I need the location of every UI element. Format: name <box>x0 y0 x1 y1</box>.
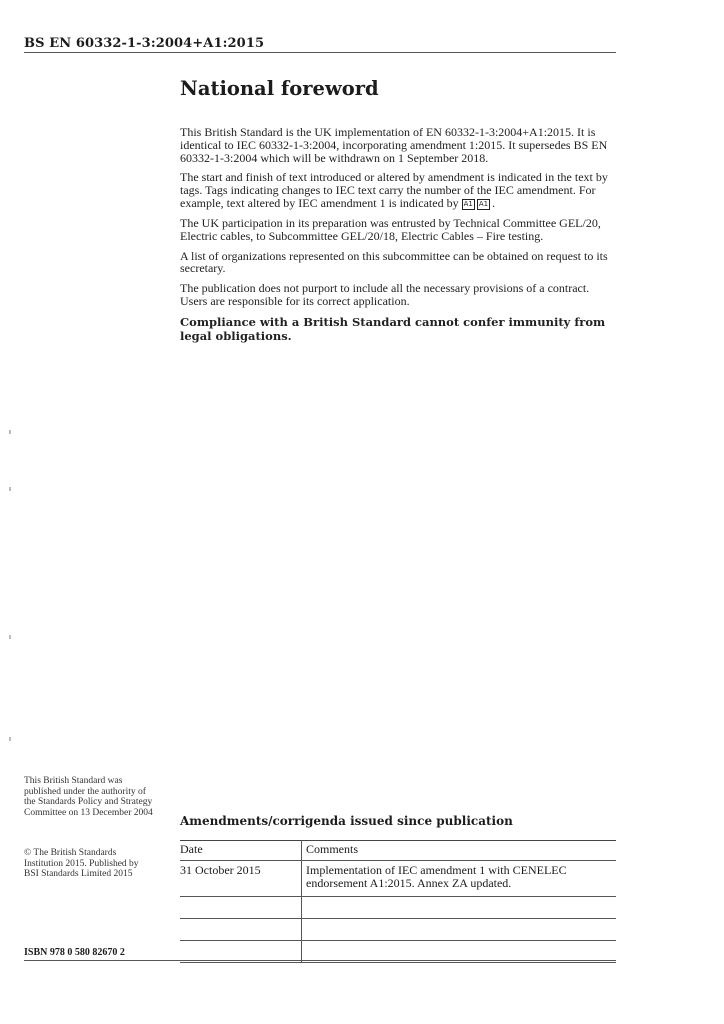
empty-cell <box>302 919 617 941</box>
comments-column-header: Comments <box>302 840 617 861</box>
amendments-title: Amendments/corrigenda issued since publication <box>180 814 513 828</box>
margin-mark <box>9 487 11 491</box>
empty-cell <box>302 897 617 919</box>
foreword-paragraph-5: The publication does not purport to include all the necessary provisions of a contract. Users are responsible for its correct application. <box>180 281 590 308</box>
empty-cell <box>180 897 302 919</box>
amendment-end-tag-icon: A1 <box>478 199 489 208</box>
margin-mark <box>9 430 11 434</box>
amendment-start-tag-icon: A1 <box>463 199 473 208</box>
foreword-paragraph-2: The start and finish of text introduced or altered by amendment is indicated in the text by tags. Tags indicating changes to IEC text carry the number of the IEC amendment. For example, text altered by IEC amendment 1 is indicated by A1 A1 . <box>180 170 608 210</box>
table-header-row <box>180 840 616 861</box>
amendment-comment: Implementation of IEC amendment 1 with CENELEC endorsement A1:2015. Annex ZA updated. <box>302 861 617 897</box>
amendments-table <box>180 840 616 963</box>
margin-mark <box>9 737 11 741</box>
table-row <box>180 861 616 897</box>
date-column-header: Date <box>180 840 302 861</box>
foreword-paragraph-4: A list of organizations represented on this subcommittee can be obtained on request to its secretary. <box>180 248 608 276</box>
standard-id-header: BS EN 60332-1-3:2004+A1:2015 <box>24 36 265 51</box>
copyright-note: © The British Standards Institution 2015. Published by BSI Standards Limited 2015 <box>24 848 139 879</box>
empty-cell <box>180 919 302 941</box>
foreword-paragraph-1: This British Standard is the UK implementation of EN 60332-1-3:2004+A1:2015. It is identical to IEC 60332-1-3:2004, incorporating amendment 1:2015. It supersedes BS EN 60332-1-3:2004 which will be withdrawn on 1 September 2018. <box>180 125 608 165</box>
table-row-empty <box>180 897 616 919</box>
compliance-statement: Compliance with a British Standard cannot confer immunity from legal obligations. <box>180 314 606 343</box>
foreword-paragraph-3: The UK participation in its preparation was entrusted by Technical Committee GEL/20, Electric cables, to Subcommittee GEL/20/18, Electric Cables – Fire testing. <box>180 215 601 243</box>
page-title: National foreword <box>180 77 379 100</box>
amendment-tags-text: The start and finish of text introduced or altered by amendment is indicated in the text by tags. Tags indicating changes to IEC text carry the number of the IEC amendment. For example, text altered by IEC amendment 1 is indicated by <box>180 170 608 210</box>
footer-rule <box>24 960 616 961</box>
header-rule <box>24 52 616 53</box>
table-row-empty <box>180 919 616 941</box>
isbn: ISBN 978 0 580 82670 2 <box>24 947 125 958</box>
foreword-body <box>180 126 616 350</box>
publication-note: This British Standard was published under the authority of the Standards Policy and Strategy Committee on 13 December 2004 <box>24 776 153 818</box>
margin-mark <box>9 635 11 639</box>
amendment-date: 31 October 2015 <box>180 861 302 897</box>
